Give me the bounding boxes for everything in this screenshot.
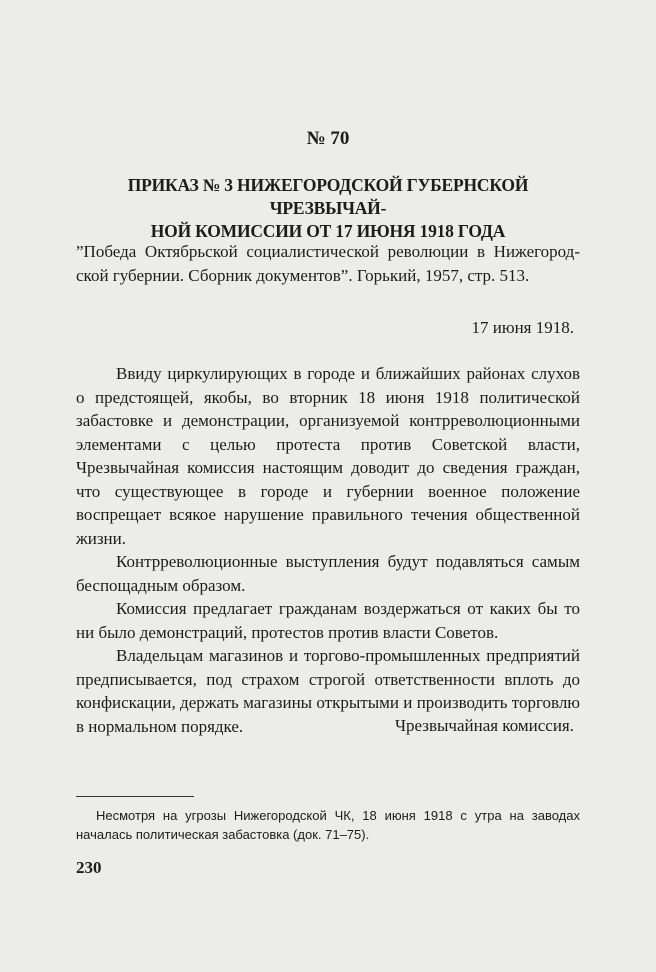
source-citation: ”Победа Октябрьской социалистической революции в Нижегород-ской губернии. Сборник документов”. Горький, 1957, стр. 513. [76, 242, 580, 285]
document-title-line-1: ПРИКАЗ № 3 НИЖЕГОРОДСКОЙ ГУБЕРНСКОЙ ЧРЕЗВЫЧАЙ- [127, 175, 529, 218]
body-paragraph: Контрреволюционные выступления будут подавляться самым беспощадным образом. [76, 552, 580, 595]
body-paragraph: Владельцам магазинов и торгово-промышленных предприятий предписывается, под страхом строгой ответственности вплоть до конфискации, держать магазины открытыми и производить торговлю в нормальном порядке. [76, 646, 580, 736]
body-paragraph: Комиссия предлагает гражданам воздержаться от каких бы то ни было демонстраций, протестов против власти Советов. [76, 599, 580, 642]
document-date: 17 июня 1918. [471, 318, 574, 337]
footnote-divider [76, 796, 194, 797]
document-title [76, 174, 580, 243]
body-paragraph: Ввиду циркулирующих в городе и ближайших районах слухов о предстоящей, якобы, во вторник 18 июня 1918 политической забастовке и демонстрации, организуемой контрреволюционными элементами с целью протеста против Советской власти, Чрезвычайная комиссия настоящим доводит до сведения граждан, что существующее в городе и губернии военное положение воспрещает всякое нарушение правильного течения общественной жизни. [76, 364, 580, 548]
signature: Чрезвычайная комиссия. [394, 716, 574, 735]
footnote-text: Несмотря на угрозы Нижегородской ЧК, 18 июня 1918 с утра на заводах началась политическая забастовка (док. 71–75). [76, 808, 580, 842]
document-title-line-2: НОЙ КОМИССИИ ОТ 17 ИЮНЯ 1918 ГОДА [150, 221, 506, 241]
document-body [76, 362, 580, 738]
page-number: 230 [76, 858, 102, 877]
document-number: № 70 [306, 128, 350, 149]
footnote [76, 806, 580, 844]
